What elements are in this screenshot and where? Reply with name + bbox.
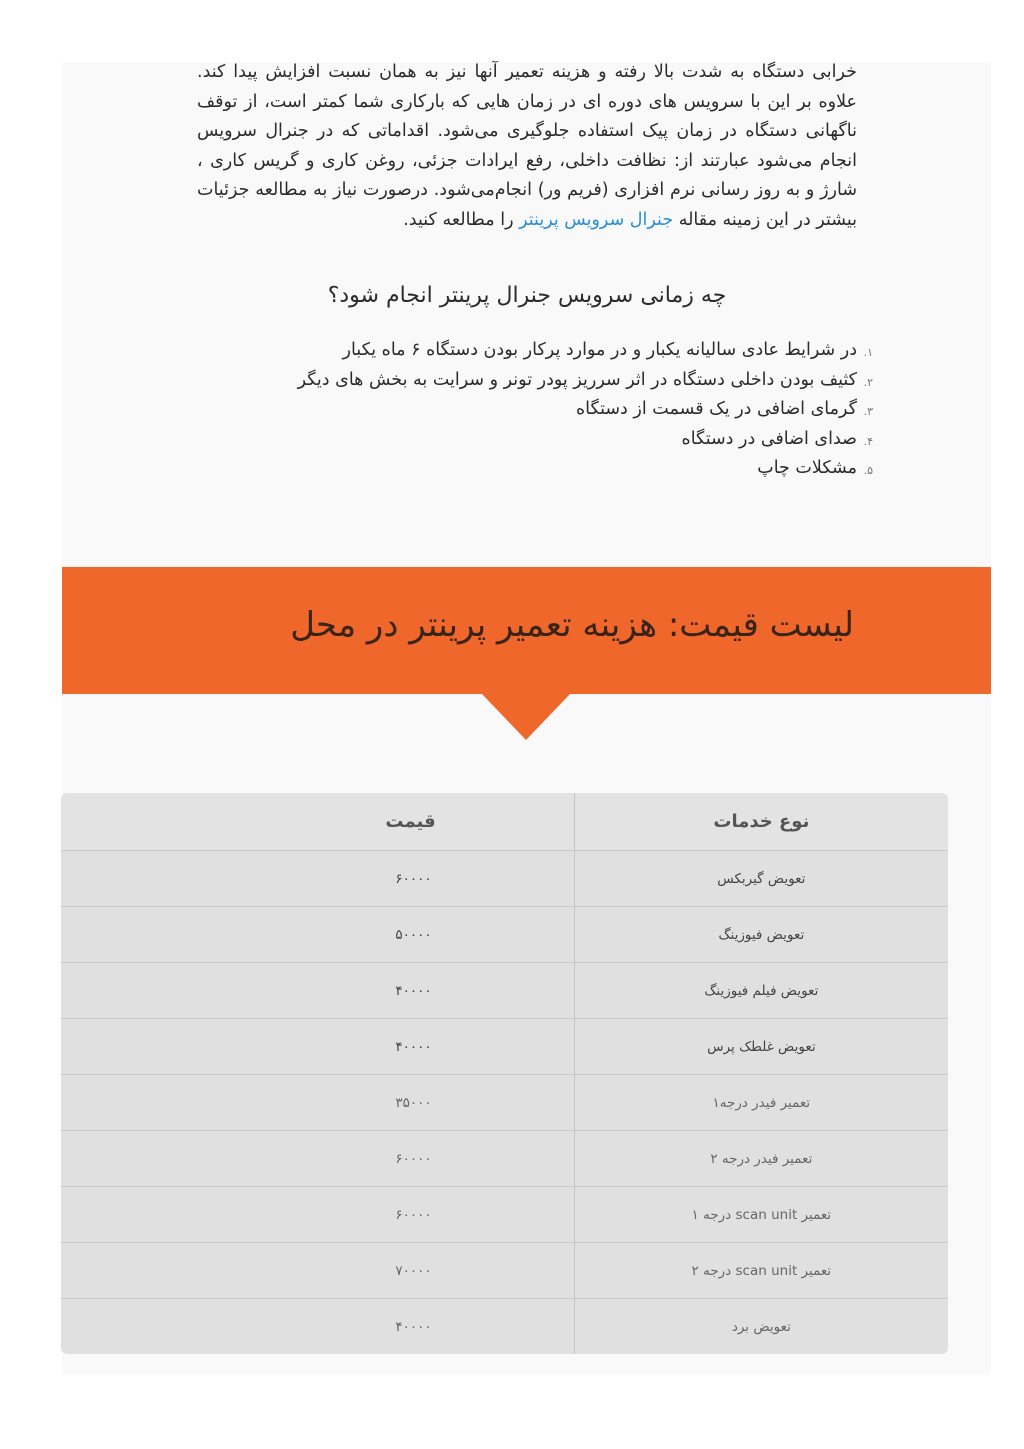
price-cell: ۴۰۰۰۰ [61, 1019, 574, 1075]
service-cell: تعویض فیلم فیوزینگ [574, 963, 948, 1019]
faq-item-number: ۵. [863, 464, 873, 478]
price-cell: ۶۰۰۰۰ [61, 1131, 574, 1187]
header-price: قیمت [61, 793, 574, 851]
price-cell: ۴۰۰۰۰ [61, 963, 574, 1019]
faq-item-number: ۳. [863, 405, 873, 419]
price-list-banner [62, 567, 991, 694]
table-header-row [61, 793, 948, 851]
table-row [61, 963, 948, 1019]
faq-item [197, 454, 873, 484]
service-cell: تعویض برد [574, 1299, 948, 1355]
service-cell: تعمیر فیدر درجه ۲ [574, 1131, 948, 1187]
price-cell: ۴۰۰۰۰ [395, 1318, 432, 1335]
service-cell: تعویض گیربکس [574, 851, 948, 907]
faq-list [197, 336, 873, 484]
faq-item-text: کثیف بودن داخلی دستگاه در اثر سرریز پودر تونر و سرایت به بخش های دیگر [297, 369, 857, 390]
faq-item-text: صدای اضافی در دستگاه [681, 428, 857, 449]
faq-item [197, 395, 873, 425]
faq-item-text: در شرایط عادی سالیانه یکبار و در موارد پرکار بودن دستگاه ۶ ماه یکبار [342, 340, 857, 360]
banner-title: لیست قیمت: هزینه تعمیر پرینتر در محل [290, 605, 854, 645]
price-cell: ۶۰۰۰۰ [61, 851, 574, 907]
service-cell: تعمیر scan unit درجه ۱ [574, 1187, 948, 1243]
faq-heading: چه زمانی سرویس جنرال پرینتر انجام شود؟ [327, 283, 727, 308]
faq-item-number: ۱. [863, 346, 873, 359]
table-row [61, 851, 948, 907]
service-cell: تعمیر scan unit درجه ۲ [574, 1243, 948, 1299]
table-row [61, 1243, 948, 1299]
price-cell: ۶۰۰۰۰ [61, 1187, 574, 1243]
table-row [61, 907, 948, 963]
paragraph-text-start: خرابی دستگاه به شدت بالا رفته و هزینه تعمیر آنها نیز به همان نسبت افزایش پیدا کند. علاوه بر این با سرویس های دوره ای در زمان هایی که بارکاری شما کمتر است، از توقف ناگهانی دستگاه در زمان پیک استفاده جلوگیری می‌شود. اقداماتی که در جنرال سرویس انجام می‌شود عبارتند از: نظافت داخلی، رفع ایرادات جزئی، روغن کاری و گریس کاری ، شارژ و به روز رسانی نرم افزاری (فریم ور) انجام‌می‌شود. درصورت نیاز به مطالعه جزئیات بیشتر در این زمینه مقاله [197, 62, 857, 230]
faq-item-text: مشکلات چاپ [757, 458, 857, 479]
faq-item [197, 366, 873, 396]
price-cell: ۷۰۰۰۰ [61, 1243, 574, 1299]
article-paragraph [197, 58, 857, 236]
price-cell: ۵۰۰۰۰ [61, 907, 574, 963]
table-row [61, 1299, 948, 1355]
paragraph-text-end: را مطالعه کنید. [403, 209, 520, 230]
price-table [61, 793, 948, 1354]
faq-item-number: ۴. [863, 434, 873, 448]
header-service: نوع خدمات [574, 793, 948, 851]
table-row [61, 1131, 948, 1187]
table-row [61, 1019, 948, 1075]
faq-item-number: ۲. [863, 375, 873, 389]
faq-item-text: گرمای اضافی در یک قسمت از دستگاه [575, 399, 857, 420]
service-cell: تعمیر فیدر درجه۱ [574, 1075, 948, 1131]
service-cell: تعویض غلطک پرس [574, 1019, 948, 1075]
price-cell: ۳۵۰۰۰ [61, 1075, 574, 1131]
table-row [61, 1075, 948, 1131]
faq-item [197, 425, 873, 455]
price-table-container [61, 793, 948, 1354]
faq-item [197, 336, 873, 366]
banner-arrow-icon [482, 694, 570, 740]
service-cell: تعویض فیوزینگ [574, 907, 948, 963]
general-service-link[interactable]: جنرال سرویس پرینتر [519, 209, 674, 230]
table-row [61, 1187, 948, 1243]
